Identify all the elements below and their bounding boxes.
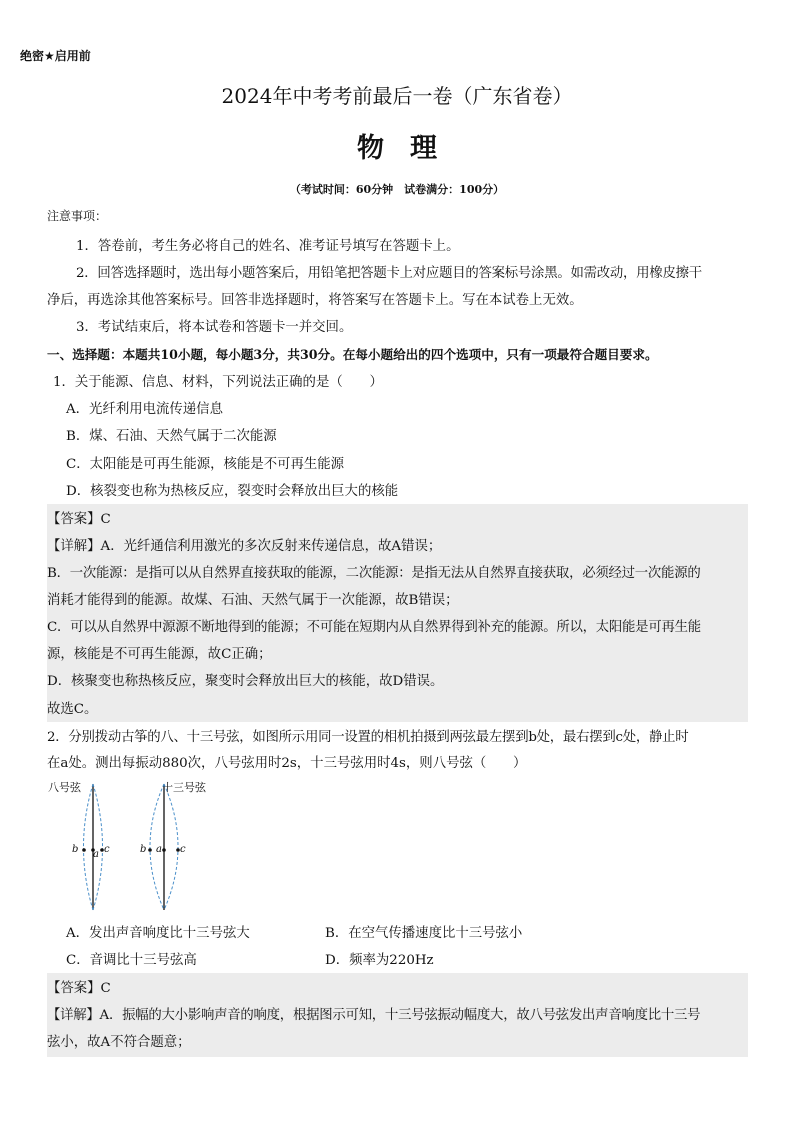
eight-string-left-curve <box>84 784 94 910</box>
eight-label-a: a <box>93 849 99 860</box>
q1-explanation-line-1: 【详解】A．光纤通信利用激光的多次反射来传递信息，故A错误； <box>47 539 442 554</box>
q2-stem-line-2: 在a处。测出每振动880次，八号弦用时2s，十三号弦用时4s，则八号弦（ ） <box>47 756 527 771</box>
q1-explanation-line-7: 故选C。 <box>47 702 98 717</box>
notice-heading: 注意事项： <box>47 209 108 223</box>
notice-item-3: 3．考试结束后，将本试卷和答题卡一并交回。 <box>76 320 353 335</box>
thirteen-label-a: a <box>156 844 162 855</box>
q1-option-a: A．光纤利用电流传递信息 <box>66 402 223 417</box>
q2-figure <box>40 776 240 916</box>
thirteen-label-c: c <box>180 844 186 855</box>
q1-explanation-line-6: D．核聚变也称热核反应，聚变时会释放出巨大的核能，故D错误。 <box>47 674 444 689</box>
notice-item-1: 1．答卷前，考生务必将自己的姓名、准考证号填写在答题卡上。 <box>76 239 460 254</box>
thirteen-point-b <box>148 848 152 852</box>
q1-explanation-line-5: 源，核能是不可再生能源，故C正确； <box>47 647 272 662</box>
eight-string-right-curve <box>93 784 103 910</box>
eight-point-b <box>82 848 86 852</box>
q1-stem: 1．关于能源、信息、材料，下列说法正确的是（ ） <box>53 375 383 390</box>
q2-option-a: A．发出声音响度比十三号弦大 <box>66 926 250 941</box>
q1-option-c: C．太阳能是可再生能源，核能是不可再生能源 <box>66 457 345 472</box>
secret-mark: 绝密★启用前 <box>20 49 91 63</box>
section-heading: 一、选择题：本题共10小题，每小题3分，共30分。在每小题给出的四个选项中，只有一项最符合题目要求。 <box>47 347 658 362</box>
q1-option-d: D．核裂变也称为热核反应，裂变时会释放出巨大的核能 <box>66 484 399 499</box>
q1-explanation-line-2: B．一次能源：是指可以从自然界直接获取的能源，二次能源：是指无法从自然界直接获取，必须经过一次能源的 <box>47 566 701 581</box>
eight-label-c: c <box>104 844 110 855</box>
q2-option-d: D．频率为220Hz <box>325 953 434 968</box>
q2-explanation-line-2: 弦小，故A不符合题意； <box>47 1035 191 1050</box>
q1-explanation-line-3: 消耗才能得到的能源。故煤、石油、天然气属于一次能源，故B错误； <box>47 593 459 608</box>
q1-explanation-line-4: C．可以从自然界中源源不断地得到的能源；不可能在短期内从自然界得到补充的能源。所以，太阳能是可再生能 <box>47 620 701 635</box>
label-eight-string: 八号弦 <box>48 781 81 794</box>
subject-title: 物理 <box>357 133 463 164</box>
notice-item-2-line-2: 净后，再选涂其他答案标号。回答非选择题时，将答案写在答题卡上。写在本试卷上无效。 <box>47 293 583 308</box>
exam-info: （考试时间：60分钟 试卷满分：100分） <box>289 183 505 196</box>
q2-explanation-line-1: 【详解】A．振幅的大小影响声音的响度，根据图示可知，十三号弦振动幅度大，故八号弦发出声音响度比十三号 <box>47 1008 701 1023</box>
q1-answer: 【答案】C <box>47 512 111 527</box>
notice-item-2-line-1: 2．回答选择题时，选出每小题答案后，用铅笔把答题卡上对应题目的答案标号涂黑。如需改动，用橡皮擦干 <box>76 266 702 281</box>
q2-option-c: C．音调比十三号弦高 <box>66 953 197 968</box>
thirteen-string-right-curve <box>164 784 178 910</box>
q1-option-b: B．煤、石油、天然气属于二次能源 <box>66 429 277 444</box>
eight-label-b: b <box>72 844 79 855</box>
q2-option-b: B．在空气传播速度比十三号弦小 <box>325 926 523 941</box>
q2-answer: 【答案】C <box>47 981 111 996</box>
label-thirteen-string: 十三号弦 <box>162 781 206 794</box>
exam-title: 2024年中考考前最后一卷（广东省卷） <box>221 84 573 108</box>
thirteen-point-a <box>162 848 166 852</box>
q2-stem-line-1: 2．分别拨动古筝的八、十三号弦，如图所示用同一设置的相机拍摄到两弦最左摆到b处，最右摆到c处，静止时 <box>47 730 689 745</box>
thirteen-label-b: b <box>140 844 147 855</box>
